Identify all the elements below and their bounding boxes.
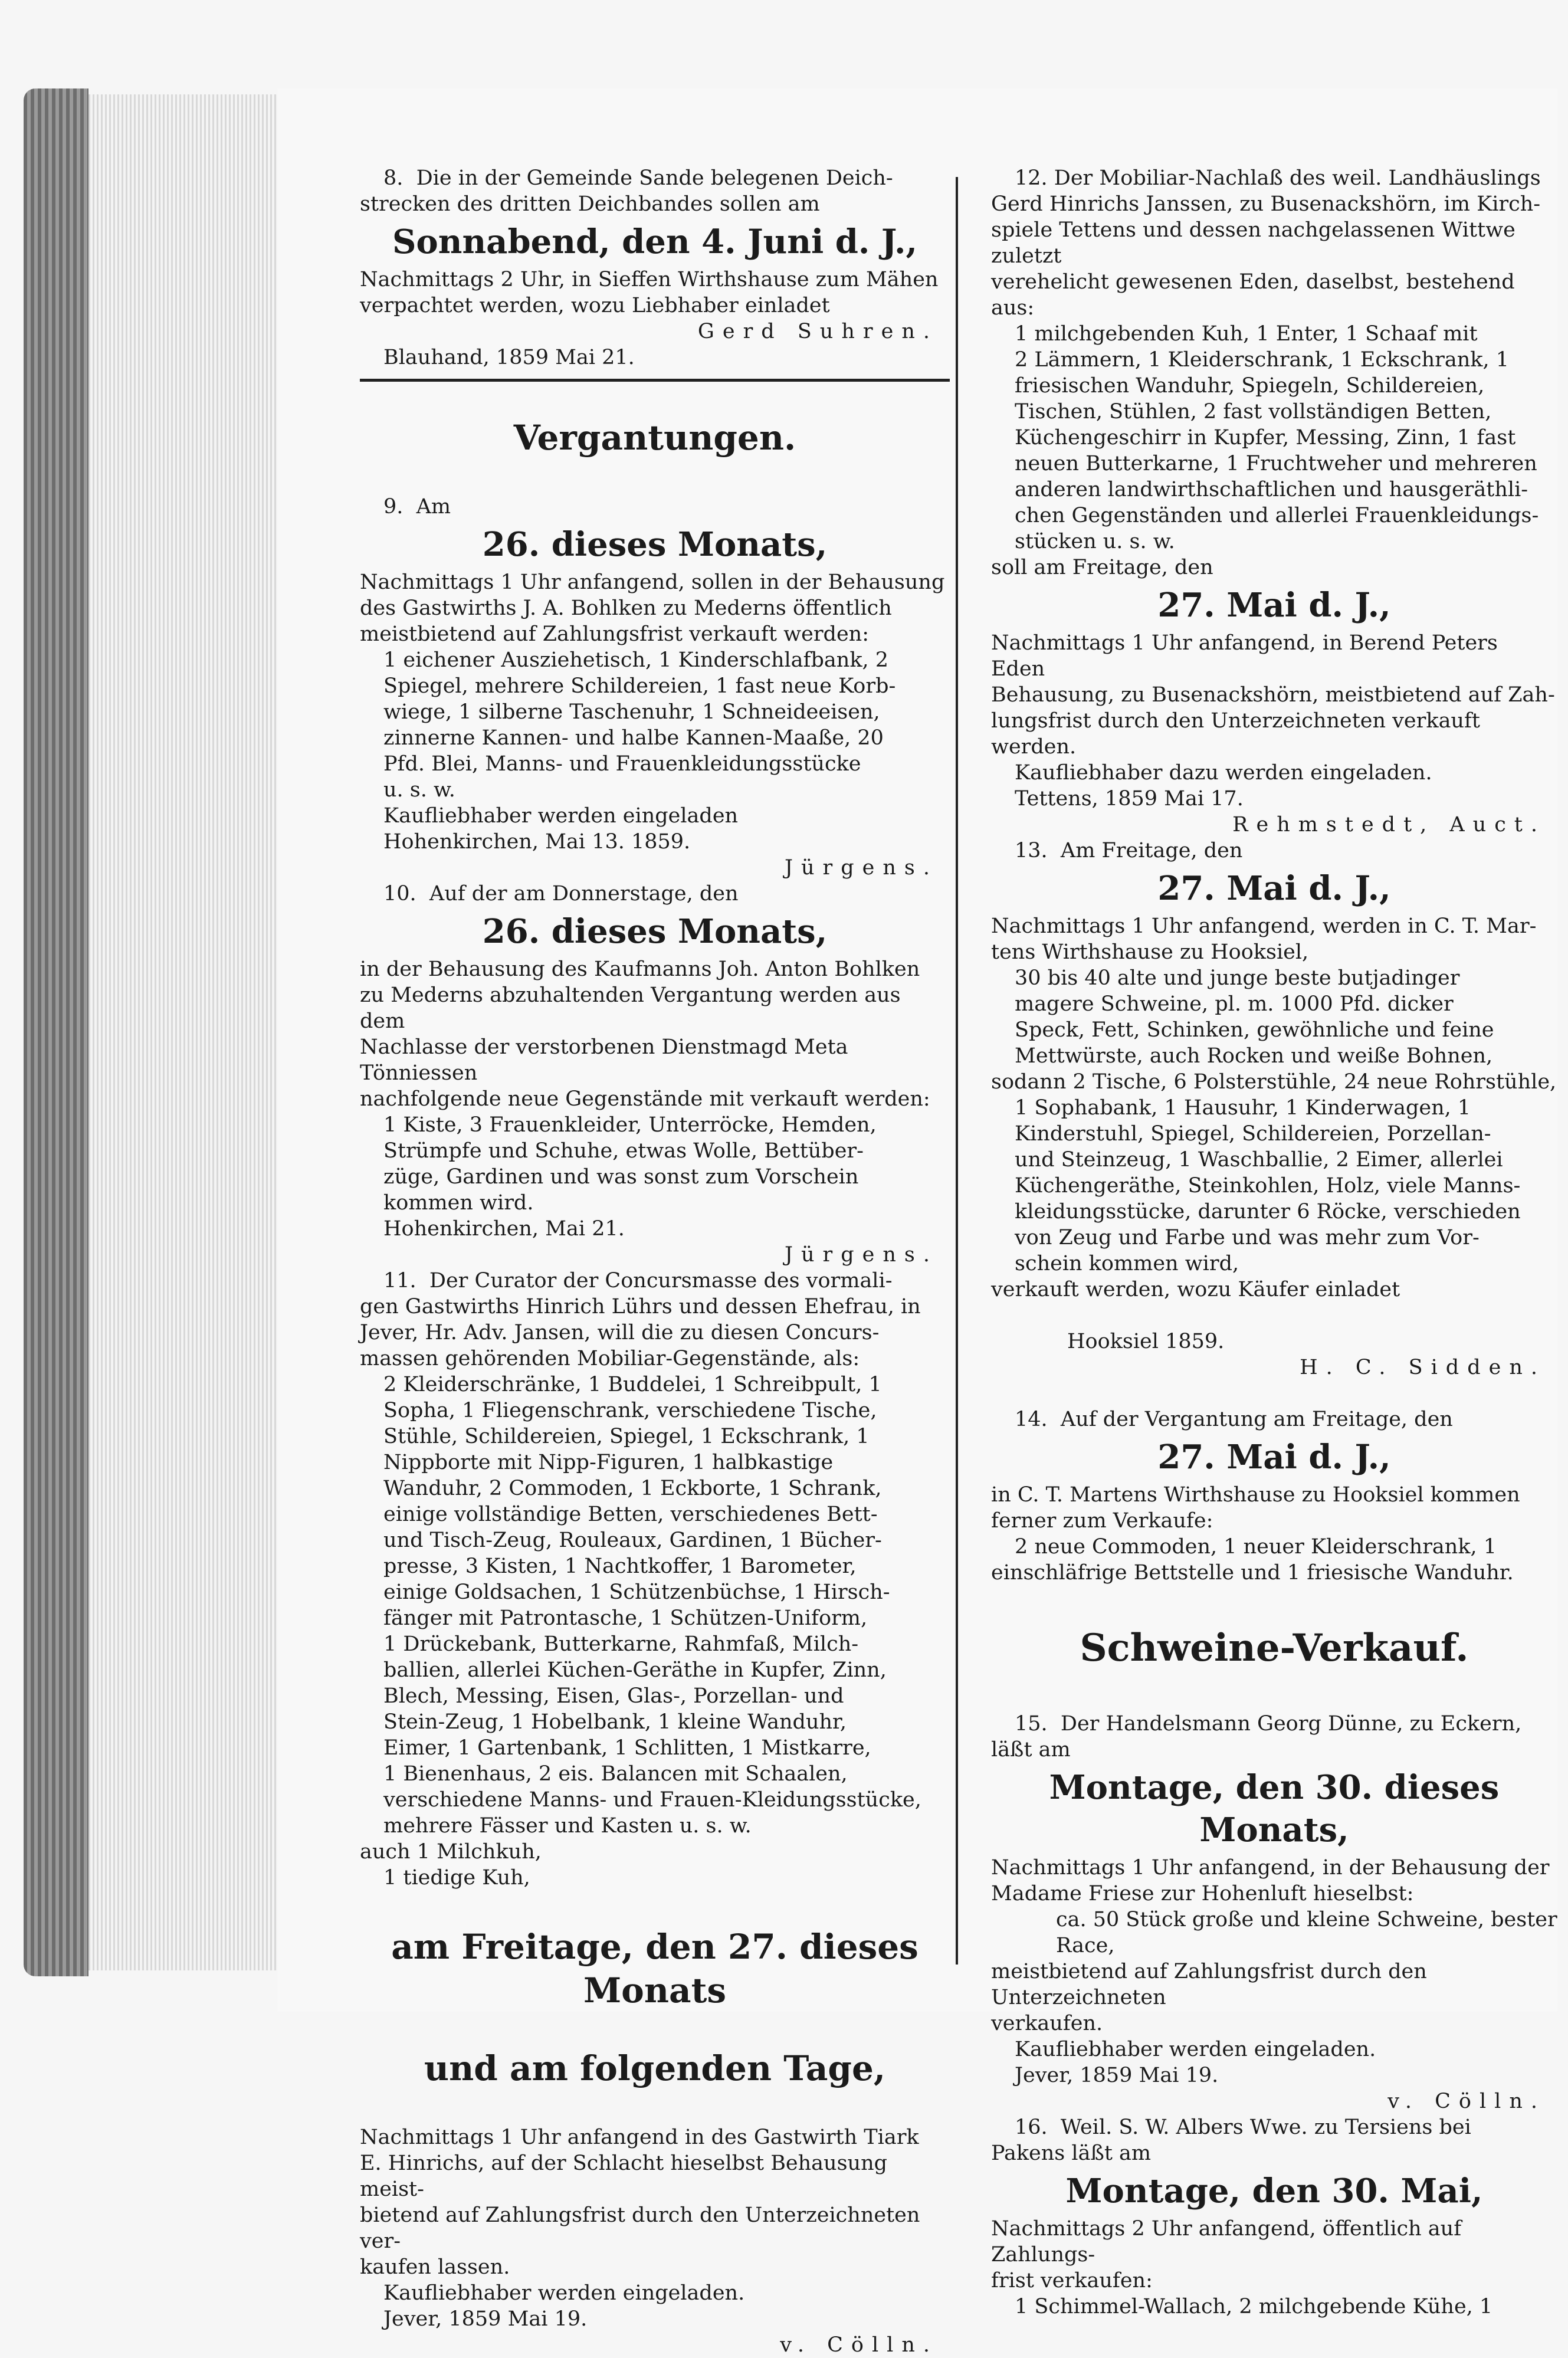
- text-line: Nachmittags 1 Uhr anfangend, werden in C. T. Mar-: [991, 914, 1537, 938]
- text-line: bietend auf Zahlungsfrist durch den Unterzeichneten ver-: [360, 2203, 927, 2253]
- item-line: stücken u. s. w.: [1015, 530, 1175, 553]
- place-text: Hooksiel 1859.: [1067, 1330, 1225, 1353]
- notice-14: [991, 1406, 1557, 1586]
- text-line: 15. Der Handelsmann Georg Dünne, zu Eckern,: [1015, 1712, 1522, 1736]
- book-spine: [24, 88, 88, 1976]
- item-line: 1 Kiste, 3 Frauenkleider, Unterröcke, Hemden,: [383, 1113, 877, 1137]
- text-line: Madame Friese zur Hohenluft hieselbst:: [991, 1882, 1414, 1906]
- text-line: Kaufliebhaber werden eingeladen: [383, 804, 739, 828]
- item-line: Spiegel, mehrere Schildereien, 1 fast neue Korb-: [383, 674, 896, 698]
- text-line: Nachmittags 1 Uhr anfangend, in Berend Peters Eden: [991, 631, 1504, 681]
- text-line: Nachmittags 1 Uhr anfangend in des Gastwirth Tiark: [360, 2126, 919, 2149]
- text-line: des Gastwirths J. A. Bohlken zu Mederns öffentlich: [360, 596, 892, 620]
- text-line: Jever, Hr. Adv. Jansen, will die zu diesen Concurs-: [360, 1321, 880, 1344]
- notice-8: [360, 165, 950, 370]
- signature: Jürgens.: [784, 856, 938, 880]
- signature: H. C. Sidden.: [1300, 1356, 1546, 1379]
- column-divider: [956, 177, 958, 1965]
- item-line: neuen Butterkarne, 1 Fruchtweher und mehreren: [1015, 452, 1537, 475]
- text-line: auch 1 Milchkuh,: [360, 1840, 542, 1864]
- item-line: mehrere Fässer und Kasten u. s. w.: [383, 1814, 752, 1838]
- item-line: 1 milchgebenden Kuh, 1 Enter, 1 Schaaf mit: [1015, 322, 1478, 346]
- text-line: 11. Der Curator der Concursmasse des vormali-: [383, 1269, 893, 1293]
- place-date: Hohenkirchen, Mai 21.: [383, 1217, 625, 1241]
- item-line: 2 neue Commoden, 1 neuer Kleiderschrank, 1: [1015, 1535, 1497, 1559]
- item-line: 1 Schimmel-Wallach, 2 milchgebende Kühe, 1: [1015, 2295, 1493, 2318]
- item-line: von Zeug und Farbe und was mehr zum Vor-: [1015, 1226, 1480, 1249]
- section-heading: Schweine-Verkauf.: [1080, 1626, 1469, 1670]
- notice-date: 26. dieses Monats,: [482, 525, 828, 564]
- notice-date: 27. Mai d. J.,: [1157, 586, 1391, 625]
- item-line: Blech, Messing, Eisen, Glas-, Porzellan- und: [383, 1684, 844, 1708]
- item-line: 1 eichener Ausziehetisch, 1 Kinderschlafbank, 2: [383, 648, 889, 672]
- item-line: Race,: [1056, 1934, 1115, 1957]
- text-line: 9. Am: [383, 495, 451, 519]
- text-line: Nachmittags 2 Uhr anfangend, öffentlich auf Zahlungs-: [991, 2217, 1468, 2267]
- text-line: in C. T. Martens Wirthshause zu Hooksiel kommen: [991, 1483, 1520, 1507]
- item-line: und Steinzeug, 1 Waschballie, 2 Eimer, allerlei: [1015, 1148, 1503, 1172]
- item-line: Stein-Zeug, 1 Hobelbank, 1 kleine Wanduhr,: [383, 1710, 847, 1734]
- text-line: läßt am: [991, 1738, 1071, 1762]
- section-heading: Vergantungen.: [513, 418, 796, 458]
- item-line: wiege, 1 silberne Taschenuhr, 1 Schneideeisen,: [383, 700, 880, 724]
- item-line: Sopha, 1 Fliegenschrank, verschiedene Tische,: [383, 1399, 877, 1422]
- text-line: lungsfrist durch den Unterzeichneten verkauft werden.: [991, 709, 1487, 759]
- right-column: [991, 165, 1557, 2320]
- signature: Jürgens.: [784, 1243, 938, 1267]
- signature: Gerd Suhren.: [697, 320, 938, 343]
- item-line: und Tisch-Zeug, Rouleaux, Gardinen, 1 Bücher-: [383, 1529, 882, 1552]
- text-line: 12. Der Mobiliar-Nachlaß des weil. Landhäuslings: [1015, 166, 1541, 190]
- item-line: Pfd. Blei, Manns- und Frauenkleidungsstücke: [383, 752, 861, 776]
- notice-9: [360, 494, 950, 881]
- text-line: meistbietend auf Zahlungsfrist verkauft werden:: [360, 622, 870, 646]
- notice-13: [991, 838, 1557, 1406]
- text-line: verehelicht gewesenen Eden, daselbst, bestehend aus:: [991, 270, 1521, 320]
- notice-date: am Freitage, den 27. dieses Monats: [391, 1927, 919, 2011]
- item-line: 30 bis 40 alte und junge beste butjadinger: [1015, 966, 1460, 990]
- text-line: 8. Die in der Gemeinde Sande belegenen Deich-: [383, 166, 893, 190]
- text-line: in der Behausung des Kaufmanns Joh. Anton Bohlken: [360, 957, 920, 981]
- place-date: [991, 1303, 1557, 1406]
- notice-11: [360, 1268, 950, 2358]
- item-line: 1 Drückebank, Butterkarne, Rahmfaß, Milch-: [383, 1632, 859, 1656]
- item-line: kleidungsstücke, darunter 6 Röcke, verschieden: [1015, 1200, 1521, 1224]
- newspaper-page: [277, 88, 1557, 2357]
- place-date: Blauhand, 1859 Mai 21.: [383, 346, 635, 369]
- item-line: anderen landwirthschaftlichen und hausgeräthli-: [1015, 478, 1528, 501]
- text-line: 13. Am Freitage, den: [1015, 839, 1243, 862]
- text-line: 16. Weil. S. W. Albers Wwe. zu Tersiens bei: [1015, 2116, 1471, 2139]
- text-line: verpachtet werden, wozu Liebhaber einladet: [360, 294, 830, 317]
- text-line: soll am Freitage, den: [991, 556, 1213, 579]
- text-line: ferner zum Verkaufe:: [991, 1509, 1213, 1533]
- item-line: verschiedene Manns- und Frauen-Kleidungsstücke,: [383, 1788, 921, 1812]
- item-line: Stühle, Schildereien, Spiegel, 1 Eckschrank, 1: [383, 1425, 870, 1448]
- text-line: Gerd Hinrichs Janssen, zu Busenackshörn, im Kirch-: [991, 192, 1541, 216]
- text-line: zu Mederns abzuhaltenden Vergantung werden aus dem: [360, 983, 907, 1033]
- text-line: Kaufliebhaber dazu werden eingeladen.: [1015, 761, 1432, 785]
- left-column: [360, 165, 950, 2358]
- notice-date: 27. Mai d. J.,: [1157, 869, 1391, 908]
- item-line: Mettwürste, auch Rocken und weiße Bohnen,: [1015, 1044, 1493, 1068]
- text-line: kaufen lassen.: [360, 2255, 510, 2279]
- text-line: Nachmittags 1 Uhr anfangend, in der Behausung der: [991, 1856, 1550, 1880]
- place-date: Hohenkirchen, Mai 13. 1859.: [383, 830, 691, 854]
- notice-date: 26. dieses Monats,: [482, 912, 828, 951]
- place-date: Tettens, 1859 Mai 17.: [1015, 787, 1244, 811]
- text-line: Nachmittags 1 Uhr anfangend, sollen in der Behausung: [360, 570, 945, 594]
- item-line: 1 Bienenhaus, 2 eis. Balancen mit Schaalen,: [383, 1762, 848, 1786]
- page-edges: [88, 94, 277, 1970]
- notice-date-2: und am folgenden Tage,: [424, 2048, 886, 2088]
- item-line: einige Goldsachen, 1 Schützenbüchse, 1 Hirsch-: [383, 1580, 890, 1604]
- item-line: einige vollständige Betten, verschiedenes Bett-: [383, 1503, 878, 1526]
- text-line: frist verkaufen:: [991, 2269, 1153, 2293]
- signature: v. Cölln.: [1387, 2090, 1546, 2113]
- text-line: Pakens läßt am: [991, 2141, 1152, 2165]
- item-line: 1 Sophabank, 1 Hausuhr, 1 Kinderwagen, 1: [1015, 1096, 1471, 1120]
- item-line: Küchengeräthe, Steinkohlen, Holz, viele Manns-: [1015, 1174, 1521, 1198]
- item-line: schein kommen wird,: [1015, 1252, 1239, 1275]
- text-line: spiele Tettens und dessen nachgelassenen Wittwe zuletzt: [991, 218, 1522, 268]
- item-line: Tischen, Stühlen, 2 fast vollständigen Betten,: [1015, 400, 1492, 424]
- item-line: 2 Kleiderschränke, 1 Buddelei, 1 Schreibpult, 1: [383, 1373, 882, 1396]
- text-line: Nachlasse der verstorbenen Dienstmagd Meta Tönniessen: [360, 1035, 855, 1085]
- item-line: Nippborte mit Nipp-Figuren, 1 halbkastige: [383, 1451, 834, 1474]
- text-line: Kaufliebhaber werden eingeladen.: [383, 2281, 745, 2305]
- notice-16: [991, 2114, 1557, 2320]
- text-line: Nachmittags 2 Uhr, in Sieffen Wirthshause zum Mähen: [360, 268, 939, 291]
- place-date: Jever, 1859 Mai 19.: [1015, 2064, 1219, 2087]
- text-line: meistbietend auf Zahlungsfrist durch den Unterzeichneten: [991, 1960, 1433, 2009]
- item-line: magere Schweine, pl. m. 1000 Pfd. dicker: [1015, 992, 1454, 1016]
- text-line: 14. Auf der Vergantung am Freitage, den: [1015, 1408, 1453, 1431]
- notice-10: [360, 881, 950, 1268]
- item-line: Eimer, 1 Gartenbank, 1 Schlitten, 1 Mistkarre,: [383, 1736, 871, 1760]
- text-line: verkaufen.: [991, 2012, 1103, 2035]
- text-line: gen Gastwirths Hinrich Lührs und dessen Ehefrau, in: [360, 1295, 921, 1319]
- text-line: E. Hinrichs, auf der Schlacht hieselbst Behausung meist-: [360, 2152, 894, 2201]
- item-line: Wanduhr, 2 Commoden, 1 Eckborte, 1 Schrank,: [383, 1477, 882, 1500]
- item-line: ballien, allerlei Küchen-Geräthe in Kupfer, Zinn,: [383, 1658, 887, 1682]
- text-line: 10. Auf der am Donnerstage, den: [383, 882, 739, 906]
- item-line: Kinderstuhl, Spiegel, Schildereien, Porzellan-: [1015, 1122, 1491, 1146]
- item-line: chen Gegenständen und allerlei Frauenkleidungs-: [1015, 504, 1539, 527]
- notice-date: Montage, den 30. dieses Monats,: [1049, 1768, 1500, 1849]
- text-line: nachfolgende neue Gegenstände mit verkauft werden:: [360, 1087, 930, 1111]
- item-line: Speck, Fett, Schinken, gewöhnliche und feine: [1015, 1018, 1494, 1042]
- notice-date: Sonnabend, den 4. Juni d. J.,: [392, 222, 918, 261]
- item-line: zinnerne Kannen- und halbe Kannen-Maaße, 20: [383, 726, 884, 750]
- notice-12: [991, 165, 1557, 838]
- item-line: Küchengeschirr in Kupfer, Messing, Zinn, 1 fast: [1015, 426, 1516, 450]
- item-line: einschläfrige Bettstelle und 1 friesische Wanduhr.: [991, 1561, 1514, 1585]
- notice-date: Montage, den 30. Mai,: [1065, 2172, 1483, 2211]
- signature: v. Cölln.: [780, 2333, 938, 2357]
- text-line: 1 tiedige Kuh,: [383, 1866, 530, 1890]
- signature: Rehmstedt, Auct.: [1232, 813, 1546, 837]
- item-line: züge, Gardinen und was sonst zum Vorschein: [383, 1165, 859, 1189]
- item-line: friesischen Wanduhr, Spiegeln, Schildereien,: [1015, 374, 1485, 398]
- text-line: Kaufliebhaber werden eingeladen.: [1015, 2038, 1376, 2061]
- item-line: u. s. w.: [383, 778, 455, 802]
- notice-15: [991, 1711, 1557, 2114]
- text-line: verkauft werden, wozu Käufer einladet: [991, 1278, 1400, 1301]
- item-line: kommen wird.: [383, 1191, 534, 1215]
- text-line: sodann 2 Tische, 6 Polsterstühle, 24 neue Rohrstühle,: [991, 1070, 1557, 1094]
- item-line: presse, 3 Kisten, 1 Nachtkoffer, 1 Barometer,: [383, 1554, 857, 1578]
- item-line: fänger mit Patrontasche, 1 Schützen-Uniform,: [383, 1606, 868, 1630]
- notice-date: 27. Mai d. J.,: [1157, 1438, 1391, 1477]
- text-line: massen gehörenden Mobiliar-Gegenstände, als:: [360, 1347, 860, 1370]
- text-line: strecken des dritten Deichbandes sollen am: [360, 192, 820, 216]
- item-line: Strümpfe und Schuhe, etwas Wolle, Bettüber-: [383, 1139, 864, 1163]
- item-line: ca. 50 Stück große und kleine Schweine, bester: [1056, 1908, 1557, 1931]
- section-rule: [360, 379, 950, 382]
- item-line: 2 Lämmern, 1 Kleiderschrank, 1 Eckschrank, 1: [1015, 348, 1510, 372]
- place-date: Jever, 1859 Mai 19.: [383, 2307, 588, 2331]
- text-line: Behausung, zu Busenackshörn, meistbietend auf Zah-: [991, 683, 1555, 707]
- text-line: tens Wirthshause zu Hooksiel,: [991, 940, 1309, 964]
